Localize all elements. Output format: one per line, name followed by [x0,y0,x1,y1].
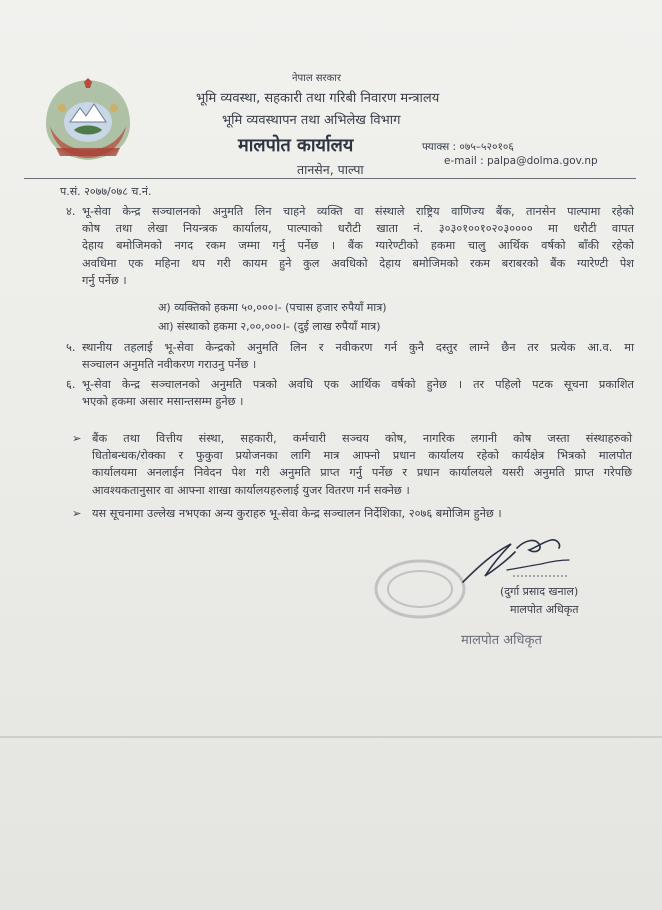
bullet-item [72,505,632,522]
bullet-line: धितोबन्धक/रोक्का र फुकुवा प्रयोजनका लागि मात्र आफ्नो प्रधान कार्यालय रहेको कार्यक्षेत्र भित्रको मालपोत [92,449,632,463]
handwritten-signature [455,530,575,590]
bullet-line: यस सूचनामा उल्लेख नभएका अन्य कुराहरु भू-सेवा केन्द्र सञ्चालन निर्देशिका, २०७६ बमोजिम हुनेछ । [92,507,502,520]
item-line: अवधिमा एक महिना थप गरी कायम हुने कुल अवधिको देहाय बमोजिमको रकम बराबरको बैंक ग्यारेण्टी पेश [82,256,634,270]
item-line: भएको हकमा असार मसान्तसम्म हुनेछ । [82,395,244,409]
office-stamp-icon [372,556,468,622]
item-line: कोष तथा लेखा नियन्त्रक कार्यालय, पाल्पाको धरौटी खाता नं. ३०३०१००१०२०३०००० मा धरौटी वापत [82,222,634,236]
arrow-bullet-icon: ➢ [72,432,82,445]
item-line: गर्नु पर्नेछ । [82,273,127,287]
amount-organization: आ) संस्थाको हकमा २,००,०००।- (दुई लाख रुपैयाँ मात्र) [158,320,381,333]
header-divider [24,178,636,179]
amount-individual: अ) व्यक्तिको हकमा ५०,०००।- (पचास हजार रुपैयाँ मात्र) [158,301,387,314]
item-line: भू-सेवा केन्द्र सञ्चालनको अनुमति पत्रको अवधि एक आर्थिक वर्षको हुनेछ । तर पहिलो पटक सूचना प्रकाशित [82,378,634,391]
header-office: मालपोत कार्यालय [238,135,354,156]
item-line: भू-सेवा केन्द्र सञ्चालनको अनुमति लिन चाहने व्यक्ति वा संस्थाले राष्ट्रिय वाणिज्य बैंक, तानसेन पाल्पामा रहेको [82,205,634,218]
bullet-line: आवश्यकतानुसार वा आफ्ना शाखा कार्यालयहरुलाई युजर वितरण गर्न सक्नेछ । [92,483,410,497]
paper-fold [0,736,662,738]
item-marker: ५. [66,341,76,354]
header-department: भूमि व्यवस्थापन तथा अभिलेख विभाग [222,113,401,128]
list-item [66,376,634,410]
bullet-line: कार्यालयमा अनलाईन निवेदन पेश गरी अनुमति प्राप्त गर्नु पर्नेछ र प्रधान कार्यालयले यसरी अनुमति प्राप्त गरेपछि [92,466,632,480]
item-line: स्थानीय तहलाई भू-सेवा केन्द्रको अनुमति लिन र नवीकरण गर्न कुनै दस्तुर लाग्ने छैन तर प्रत्येक आ.व. मा [82,341,634,354]
reference-number: प.सं. २०७७/०७८ च.नं. [60,185,152,198]
header-ministry: भूमि व्यवस्था, सहकारी तथा गरिबी निवारण मन्त्रालय [196,91,440,106]
header-government: नेपाल सरकार [292,73,341,84]
bullet-line: बैंक तथा वित्तीय संस्था, सहकारी, कर्मचारी सञ्चय कोष, नागरिक लगानी कोष जस्ता संस्थाहरुको [92,432,632,445]
header-location: तानसेन, पाल्पा [297,162,364,177]
item-line: सञ्चालन अनुमति नवीकरण गराउनु पर्नेछ । [82,358,257,372]
item-marker: ६. [66,378,76,391]
arrow-bullet-icon: ➢ [72,507,82,520]
signatory-title: मालपोत अधिकृत [510,603,579,616]
seal-text: मालपोत अधिकृत [461,633,542,648]
item-marker: ४. [66,205,76,218]
list-item [66,203,634,289]
email-address: e-mail : palpa@dolma.gov.np [444,155,598,167]
item-line: देहाय बमोजिमको नगद रकम जम्मा गर्नु पर्नेछ । बैंक ग्यारेण्टीको हकमा चालु आर्थिक वर्षको बाँकी रहेको [82,239,634,253]
signatory-name: (दुर्गा प्रसाद खनाल) [500,585,579,598]
fax-number: फ्याक्स : ०७५–५२०१०६ [422,141,514,153]
nepal-emblem-icon [40,78,136,164]
bullet-item [72,430,632,499]
list-item [66,339,634,373]
